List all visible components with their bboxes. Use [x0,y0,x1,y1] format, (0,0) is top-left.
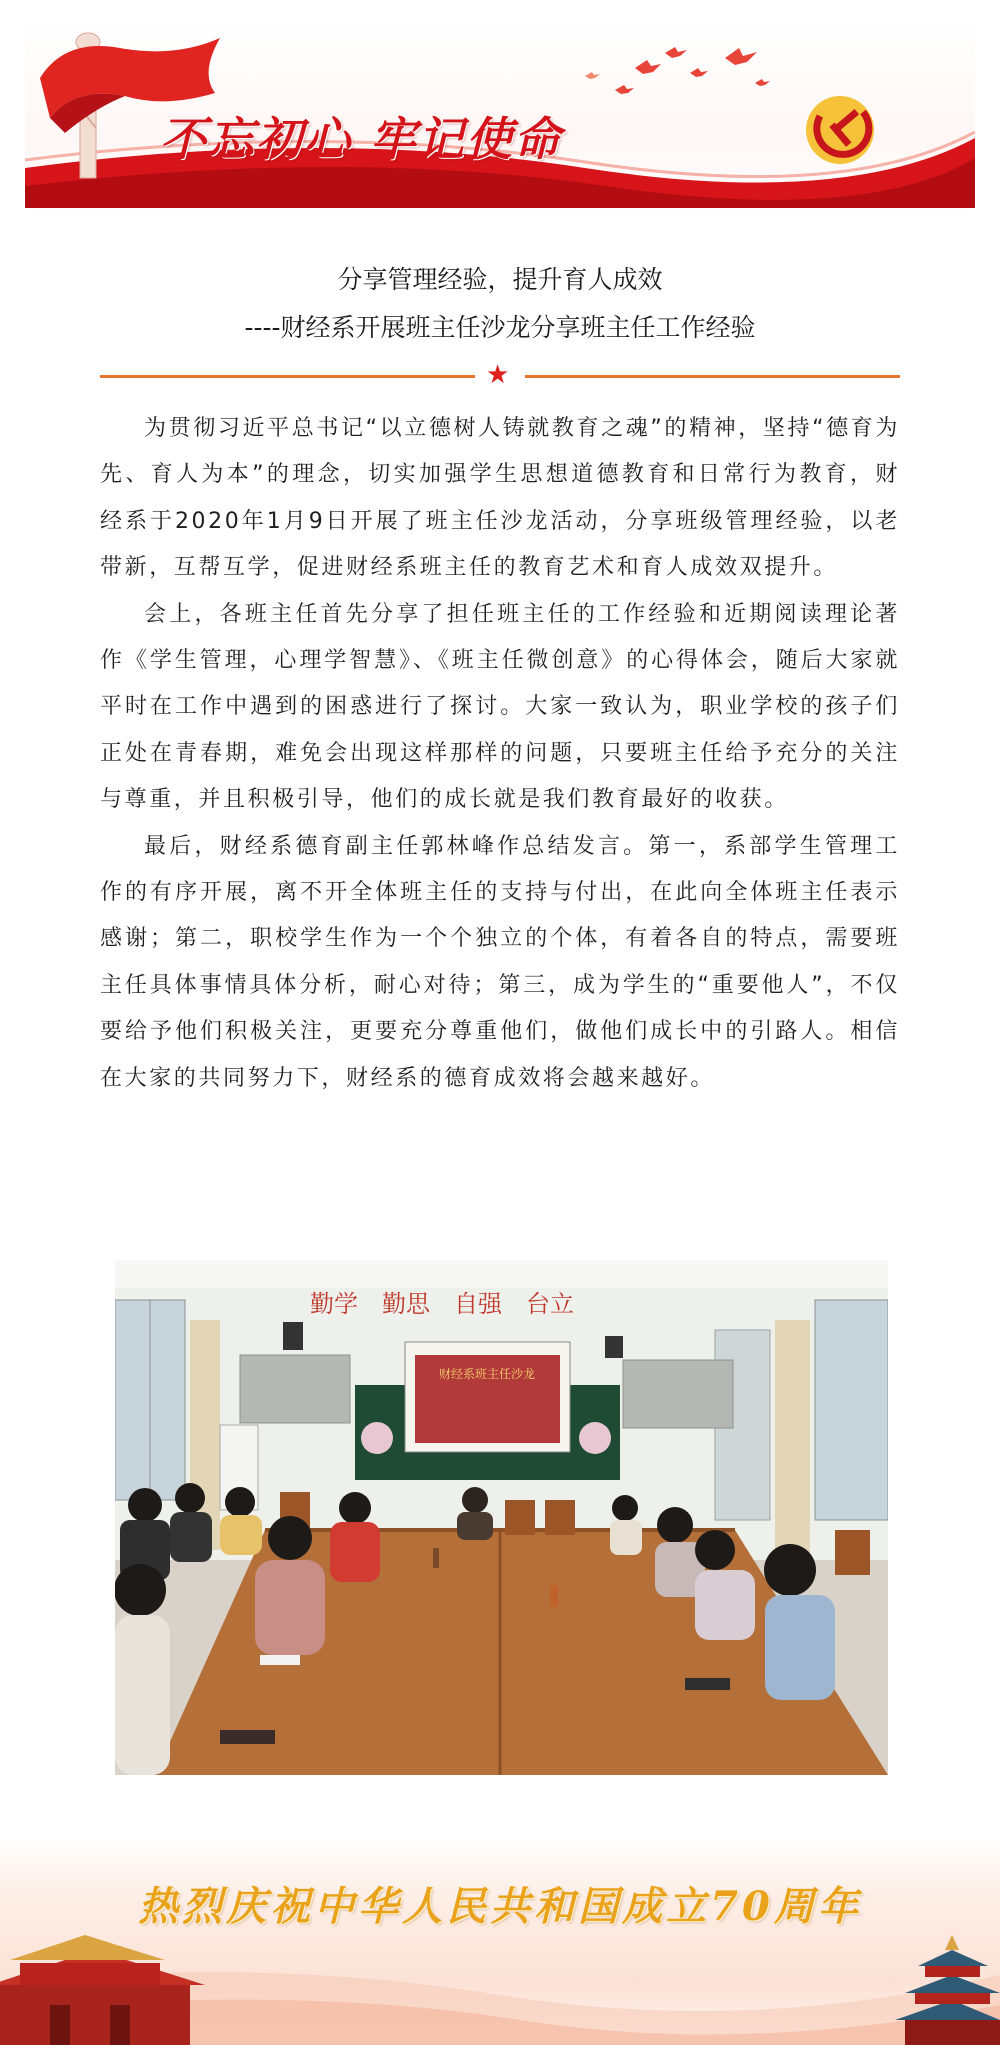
title-divider [100,360,900,390]
article-subtitle: ----财经系开展班主任沙龙分享班主任工作经验 [244,313,756,342]
footer-artwork [0,1835,1000,2045]
star-icon: ★ [486,360,510,390]
screen-title: 财经系班主任沙龙 [438,1367,536,1381]
article-paragraph: 为贯彻习近平总书记“以立德树人铸就教育之魂”的精神，坚持“德育为先、育人为本”的理念，切实加强学生思想道德教育和日常行为教育，财经系于2020年1月9日开展了班主任沙龙活动，分享班级管理经验，以老带新，互帮互学，促进财经系班主任的教育艺术和育人成效双提升。 [100,416,900,581]
article-paragraph: 会上，各班主任首先分享了担任班主任的工作经验和近期阅读理论著作《学生管理，心理学智慧》、《班主任微创意》的心得体会，随后大家就平时在工作中遇到的困惑进行了探讨。大家一致认为，职业学校的孩子们正处在青春期，难免会出现这样那样的问题，只要班主任给予充分的关注与尊重，并且积极引导，他们的成长就是我们教育最好的收获。 [100,601,900,813]
top-banner [25,18,975,218]
article-body [100,406,900,1102]
dove-icon [585,47,770,94]
temple-of-heaven-icon [895,1935,1000,2045]
celebration-slogan: 热烈庆祝中华人民共和国成立70周年 [138,1883,862,1930]
wall-slogan: 勤学 勤思 自强 台立 [310,1290,574,1318]
article-title: 分享管理经验，提升育人成效 [337,265,663,294]
article-title-block [100,262,900,346]
divider-line-right [525,375,900,378]
tiananmen-gate-icon [0,1935,205,2045]
meeting-photo [115,1260,888,1775]
article-paragraph: 最后，财经系德育副主任郭林峰作总结发言。第一，系部学生管理工作的有序开展，离不开全体班主任的支持与付出，在此向全体班主任表示感谢；第二，职校学生作为一个个独立的个体，有着各自的特点，需要班主任具体事情具体分析，耐心对待；第三，成为学生的“重要他人”，不仅要给予他们积极关注，更要充分尊重他们，做他们成长中的引路人。相信在大家的共同努力下，财经系的德育成效将会越来越好。 [100,833,900,1091]
banner-slogan: 不忘初心 牢记使命 [160,112,563,166]
meeting-photo-illustration [115,1260,888,1775]
bottom-banner [0,1835,1000,2045]
divider-line-left [100,375,475,378]
hammer-sickle-icon [806,96,874,164]
